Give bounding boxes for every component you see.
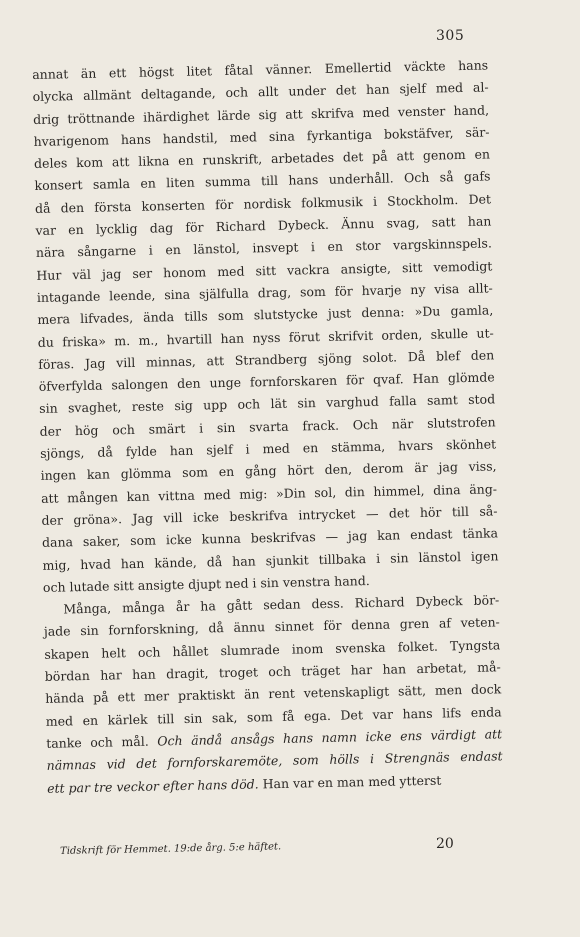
text-line: mera lifvades, ända tills som slutstycke just denna: »Du gamla,	[37, 302, 494, 328]
text-line: med en kärlek till sin sak, som få ega. Det var hans lifs enda	[45, 703, 502, 729]
text-line: bördan har han dragit, troget och träget har han arbetat, må-	[44, 659, 501, 684]
text-line: då den första konserten för nordisk folkmusik i Stockholm. Det	[34, 191, 492, 216]
text-line: att mången kan vittna med mig: »Din sol, din himmel, dina äng-	[40, 480, 498, 506]
text-line: mig, hvad han kände, då han sjunkit tillbaka i sin länstol igen	[42, 547, 499, 573]
footer-journal: Tidskrift för Hemmet. 19:de årg. 5:e häftet.	[60, 841, 282, 857]
italic-fragment: ett par tre veckor efter hans död.	[47, 775, 259, 796]
text-line: ingen kan glömma som en gång hört den, derom är jag viss,	[40, 458, 497, 484]
text-line: och lutade sitt ansigte djupt ned i sin venstra hand.	[42, 572, 370, 595]
body-text	[32, 54, 503, 799]
text-line: intagande leende, sina själfulla drag, som för hvarje ny visa allt-	[36, 280, 493, 305]
italic-fragment: Och ändå ansågs hans namn icke ens värdigt att	[157, 726, 503, 749]
text-line: hända på ett mer praktiskt än rent vetenskapligt sätt, men dock	[45, 681, 502, 707]
text-line: skapen helt och hållet slumrade inom svenska folket. Tyngsta	[44, 637, 501, 662]
text-line: var en lycklig dag för Richard Dybeck. Ännu svag, satt han	[35, 213, 492, 239]
text-line: hvarigenom hans handstil, med sina fyrkantiga bokstäfver, sär-	[33, 124, 490, 149]
text-line: Många, många år ha gått sedan dess. Richard Dybeck bör-	[63, 592, 500, 617]
text-fragment: Han var en man med ytterst	[262, 772, 442, 791]
italic-fragment: nämnas vid det fornforskaremöte, som hölls i Strengnäs endast	[46, 748, 503, 774]
text-line: drig tröttnande ihärdighet lärde sig att skrifva med venster hand,	[32, 102, 490, 127]
text-line: Hur väl jag ser honom med sitt vackra ansigte, sitt vemodigt	[36, 258, 493, 283]
text-fragment: tanke och mål.	[46, 733, 149, 751]
text-line: sjöngs, då fylde han sjelf i med en stämma, hvars skönhet	[40, 436, 497, 461]
text-line: konsert samla en liten summa till hans underhåll. Och så gafs	[34, 168, 491, 194]
text-line: annat än ett högst litet fåtal vänner. Emellertid väckte hans	[32, 57, 489, 82]
text-line: olycka allmänt deltagande, och allt under det han sjelf med al-	[32, 79, 489, 105]
text-line: du friska» m. m., hvartill han nyss förut skrifvit orden, skulle ut-	[37, 324, 494, 350]
text-line: öfverfylda salongen den unge fornforskaren för qvaf. Han glömde	[38, 369, 495, 395]
text-line: jade sin fornforskning, då ännu sinnet för denna gren af veten-	[43, 614, 500, 640]
signature-number: 20	[436, 836, 454, 852]
text-line: sin svaghet, reste sig upp och lät sin varghud falla samt stod	[39, 391, 496, 417]
text-line: deles kom att likna en runskrift, arbetades det på att genom en	[33, 146, 491, 172]
text-line: dana saker, som icke kunna beskrifvas — jag kan endast tänka	[41, 525, 499, 551]
text-line: der hög och smärt i sin svarta frack. Och när slutstrofen	[39, 414, 496, 439]
text-line: der gröna». Jag vill icke beskrifva intrycket — det hör till så-	[41, 503, 498, 528]
text-line: nära sångarne i en länstol, insvept i en stor vargskinnspels.	[35, 235, 493, 261]
page-number: 305	[436, 28, 465, 44]
text-line: föras. Jag vill minnas, att Strandberg sjöng solot. Då blef den	[38, 347, 495, 372]
